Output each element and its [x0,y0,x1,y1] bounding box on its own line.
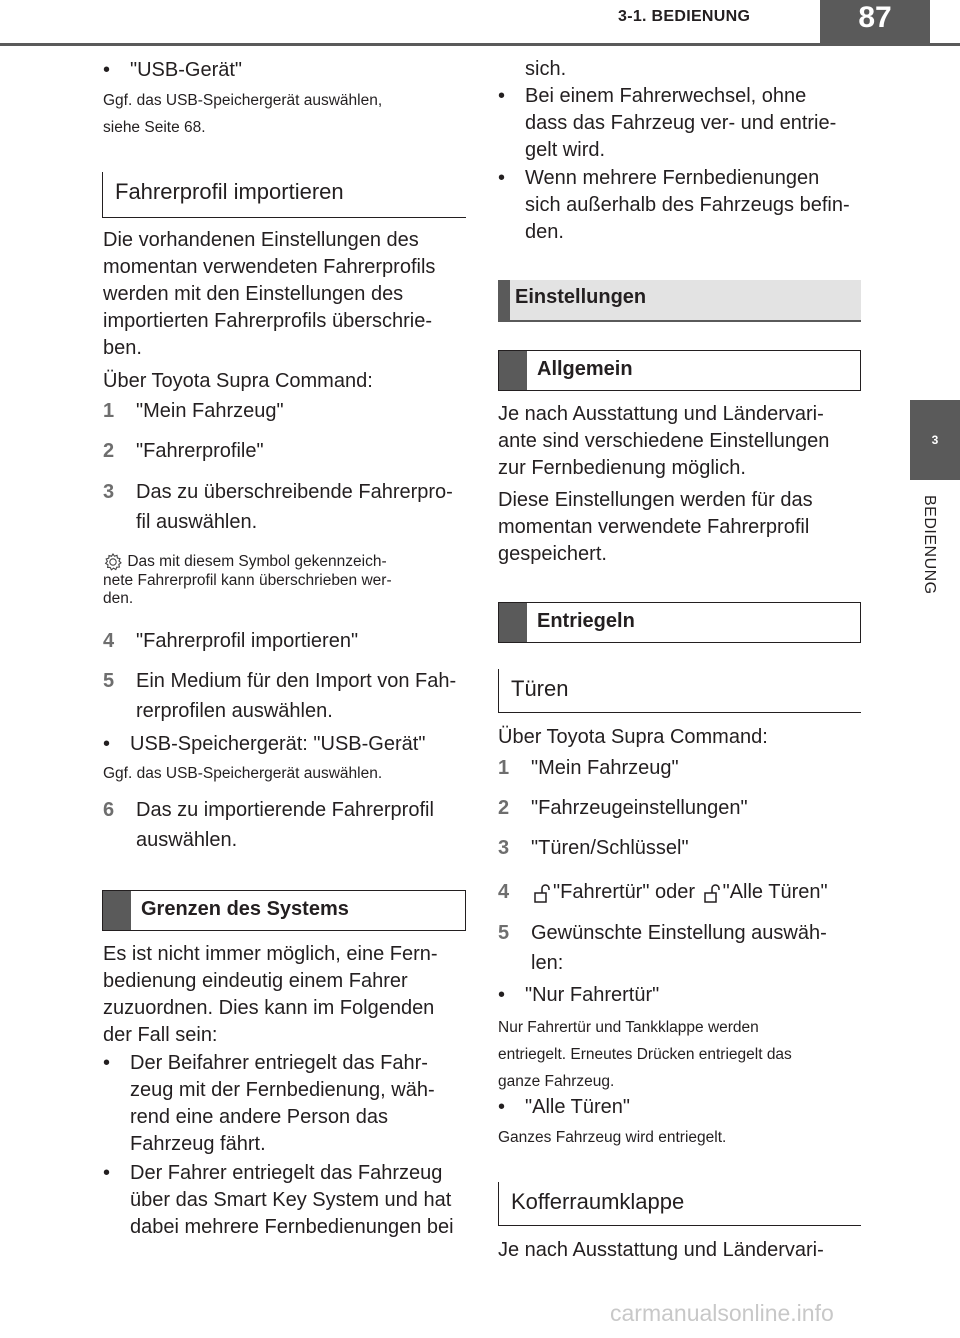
paragraph-general: Diese Einstellungen werden für das momentan verwendete Fahrerprofil gespeichert. [498,489,813,565]
step-item: 3 Das zu überschreibende Fahrerpro- fil auswählen. [103,481,453,533]
step-item: 2 "Fahrzeugeinstellungen" [498,797,748,819]
step-item: 2 "Fahrerprofile" [103,440,264,462]
page-number: 87 [858,1,892,34]
heading-unlock: Entriegeln [498,602,861,643]
paragraph-trunk: Je nach Ausstattung und Ländervari- [498,1239,824,1261]
chapter-number: 3 [931,433,939,447]
list-item: • Der Fahrer entriegelt das Fahrzeug über das Smart Key System und hat dabei mehrere Fernbedienungen bei [103,1162,454,1238]
bullet-all-doors: • "Alle Türen" [498,1096,630,1118]
heading-trunk: Kofferraumklappe [498,1182,861,1226]
bullet-usb-device: • "USB-Gerät" [103,59,243,81]
paragraph-command: Über Toyota Supra Command: [498,726,768,748]
unlock-icon [531,882,553,904]
paragraph-limits: Es ist nicht immer möglich, eine Fern- bedienung eindeutig einem Fahrer zuzuordnen. Dies kann im Folgenden der Fall sein: [103,943,438,1046]
list-item: • Der Beifahrer entriegelt das Fahr- zeug mit der Fernbedienung, wäh- rend eine andere Person das Fahrzeug fährt. [103,1052,435,1155]
header-rule [0,43,960,46]
step-item: 4 "Fahrertür" oder "Alle Türen" [498,881,828,903]
heading-import-profile: Fahrerprofil importieren [102,172,466,218]
paragraph-import: Die vorhandenen Einstellungen des momentan verwendeten Fahrerprofils werden mit den Einstellungen des importierten Fahrerprofils überschrie- ben. [103,229,436,359]
step-item: 4 "Fahrerprofil importieren" [103,630,359,652]
continued-text: sich. [525,58,567,80]
note-driver-door: Nur Fahrertür und Tankklappe werden entriegelt. Erneutes Drücken entriegelt das ganze Fahrzeug. [498,1019,792,1090]
gear-icon [103,552,123,572]
step-item: 3 "Türen/Schlüssel" [498,837,689,859]
note-all-doors: Ganzes Fahrzeug wird entriegelt. [498,1129,727,1146]
heading-settings: Einstellungen [498,280,861,322]
note-line: Ggf. das USB-Speichergerät auswählen, [103,92,383,109]
note-line: siehe Seite 68. [103,119,206,136]
note-line: Ggf. das USB-Speichergerät auswählen. [103,765,383,782]
heading-system-limits: Grenzen des Systems [102,890,466,931]
symbol-note: Das mit diesem Symbol gekennzeich- nete Fahrerprofil kann überschrieben wer- den. [103,553,392,607]
step-item: 1 "Mein Fahrzeug" [498,757,679,779]
paragraph-general: Je nach Ausstattung und Ländervari- ante sind verschiedene Einstellungen zur Fernbedienung möglich. [498,403,830,479]
step-item: 6 Das zu importierende Fahrerprofil auswählen. [103,799,434,851]
unlock-icon [701,882,723,904]
paragraph-command: Über Toyota Supra Command: [103,370,373,392]
step-item: 5 Ein Medium für den Import von Fah- rerprofilen auswählen. [103,670,457,722]
step-item: 5 Gewünschte Einstellung auswäh- len: [498,922,827,974]
heading-general: Allgemein [498,350,861,391]
bullet-driver-door: • "Nur Fahrertür" [498,984,660,1006]
list-item: • Wenn mehrere Fernbedienungen sich außerhalb des Fahrzeugs befin- den. [498,167,850,243]
bullet-usb-storage: • USB-Speichergerät: "USB-Gerät" [103,733,426,755]
step-item: 1 "Mein Fahrzeug" [103,400,284,422]
chapter-label: BEDIENUNG [921,495,938,595]
watermark: carmanualsonline.info [610,1300,834,1326]
chapter-tab[interactable] [910,400,960,480]
section-title: 3-1. BEDIENUNG [618,8,751,25]
list-item: • Bei einem Fahrerwechsel, ohne dass das Fahrzeug ver- und entrie- gelt wird. [498,85,837,161]
heading-doors: Türen [498,669,861,713]
